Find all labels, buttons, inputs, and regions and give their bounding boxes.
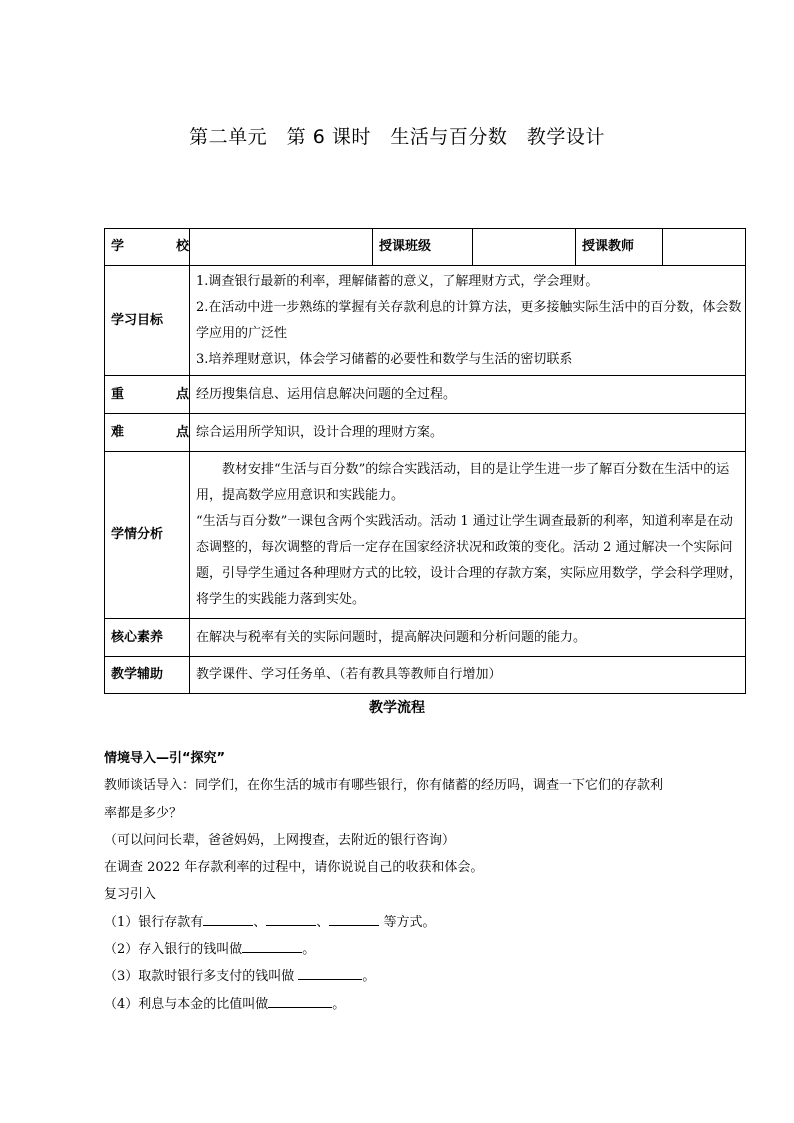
objective-item: 1.调查银行最新的利率，理解储蓄的意义，了解理财方式，学会理财。	[196, 273, 599, 289]
intro-text: 教师谈话导入：同学们，在你生活的城市有哪些银行，你有储蓄的经历吗，调查一下它们的存款利	[104, 778, 664, 794]
school-value	[190, 229, 373, 266]
class-value	[473, 229, 576, 266]
teacher-label: 授课教师	[576, 229, 663, 266]
objectives-cell	[190, 266, 746, 376]
table-row	[105, 414, 746, 452]
answer-blank	[242, 939, 302, 953]
table-row	[105, 657, 746, 694]
table-row	[105, 229, 746, 266]
difficulty-label: 难 点	[105, 414, 190, 452]
table-row	[105, 266, 746, 376]
question-4	[104, 991, 724, 1018]
question-text: 。	[362, 969, 376, 985]
question-text: （2）存入银行的钱叫做	[104, 942, 243, 958]
table-row	[105, 619, 746, 657]
lesson-body	[104, 745, 724, 1018]
lesson-info-table	[104, 228, 746, 694]
teaching-aids-label: 教学辅助	[105, 657, 190, 694]
analysis-paragraph: “生活与百分数”一课包含两个实践活动。活动 1 通过让学生调查最新的利率，知道利率是在动态调整的，每次调整的背后一定存在国家经济状况和政策的变化。活动 2 通过解决一个实际问题，引导学生通过各种理财方式的比较，设计合理的存款方案，实际应用数学，学会科学理财，将学生的实践能力落到实处。	[196, 514, 743, 607]
key-point-text: 经历搜集信息、运用信息解决问题的全过程。	[190, 376, 746, 414]
school-label: 学 校	[105, 229, 190, 266]
teaching-aids-text: 教学课件、学习任务单、（若有教具等教师自行增加）	[190, 657, 746, 694]
key-point-label: 重 点	[105, 376, 190, 414]
core-literacy-label: 核心素养	[105, 619, 190, 657]
analysis-cell	[190, 452, 746, 619]
table-row	[105, 376, 746, 414]
question-2	[104, 936, 724, 963]
question-text: （1）银行存款有	[104, 914, 204, 930]
teaching-flow-title: 教学流程	[369, 700, 425, 716]
survey-text: 在调查 2022 年存款利率的过程中，请你说说自己的收获和体会。	[104, 860, 484, 876]
objective-item: 2.在活动中进一步熟练的掌握有关存款利息的计算方法，更多接触实际生活中的百分数，体会数学应用的广泛性	[196, 299, 742, 341]
table-row	[105, 452, 746, 619]
question-3	[104, 963, 724, 990]
class-label: 授课班级	[373, 229, 473, 266]
answer-blank	[329, 912, 379, 926]
objectives-label: 学习目标	[105, 266, 190, 376]
answer-blank	[203, 912, 253, 926]
separator: 、	[253, 914, 267, 930]
question-text: （3）取款时银行多支付的钱叫做	[104, 969, 299, 985]
question-text: 。	[332, 996, 346, 1012]
core-literacy-text: 在解决与税率有关的实际问题时，提高解决问题和分析问题的能力。	[190, 619, 746, 657]
analysis-label: 学情分析	[105, 452, 190, 619]
separator: 、	[316, 914, 330, 930]
review-heading: 复习引入	[104, 887, 157, 903]
document-title: 第二单元 第 6 课时 生活与百分数 教学设计	[189, 126, 605, 148]
question-1	[104, 909, 724, 936]
question-text: （4）利息与本金的比值叫做	[104, 996, 269, 1012]
analysis-paragraph: 教材安排“生活与百分数”的综合实践活动，目的是让学生进一步了解百分数在生活中的运用，提高数学应用意识和实践能力。	[196, 462, 730, 503]
intro-text: 率都是多少？	[104, 805, 183, 821]
answer-blank	[298, 966, 362, 980]
difficulty-text: 综合运用所学知识，设计合理的理财方案。	[190, 414, 746, 452]
section-heading: 情境导入—引“探究”	[104, 751, 226, 766]
objective-item: 3.培养理财意识，体会学习储蓄的必要性和数学与生活的密切联系	[196, 351, 573, 367]
question-text: 等方式。	[379, 914, 436, 930]
teacher-value	[663, 229, 746, 266]
answer-blank	[266, 912, 316, 926]
hint-text: （可以问问长辈，爸爸妈妈，上网搜查，去附近的银行咨询）	[104, 832, 456, 848]
answer-blank	[268, 994, 332, 1008]
question-text: 。	[302, 942, 316, 958]
